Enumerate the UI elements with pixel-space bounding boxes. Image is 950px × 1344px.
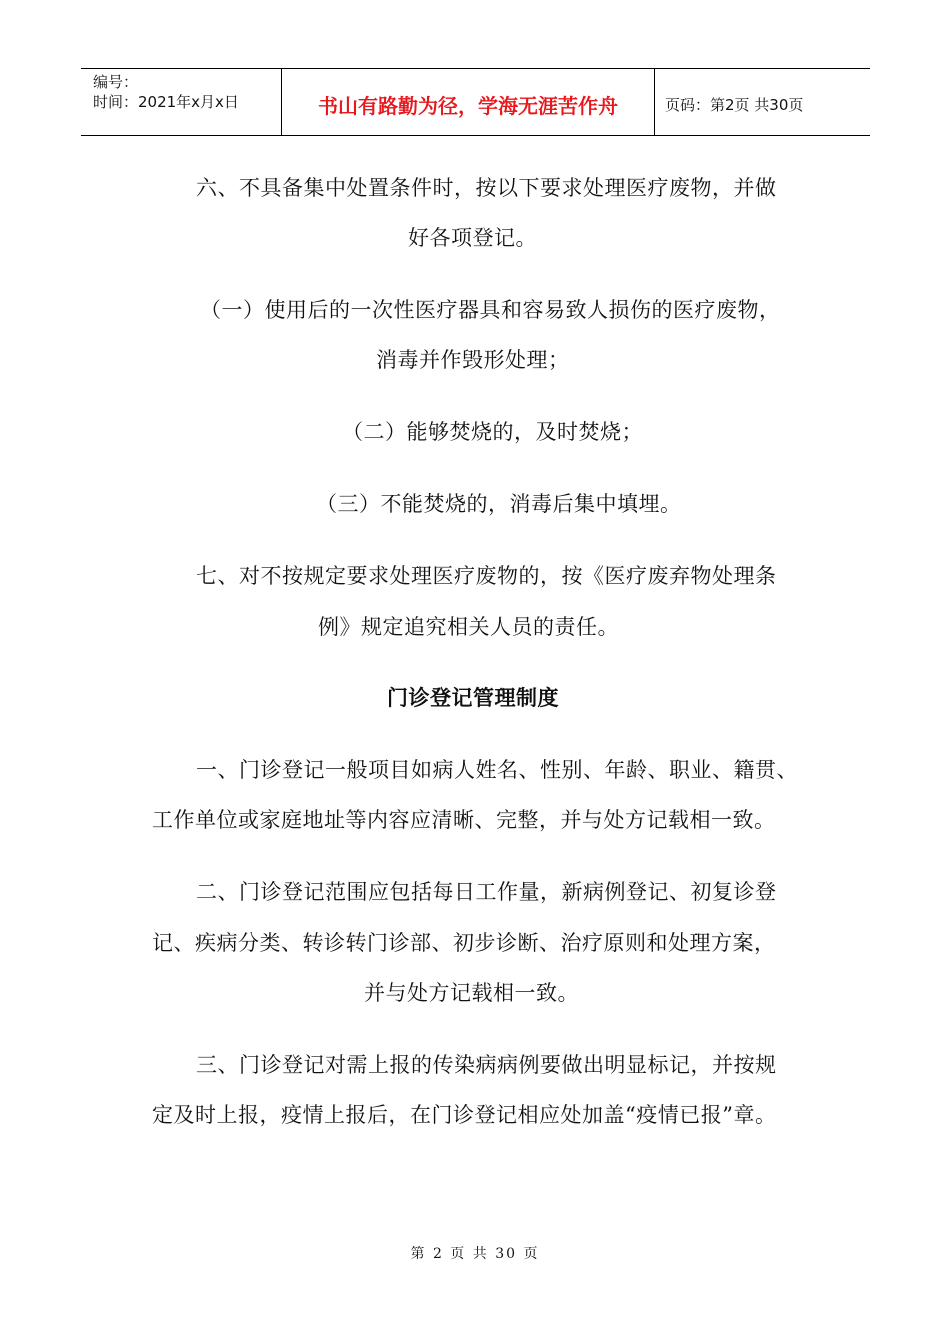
paragraph-line: 工作单位或家庭地址等内容应清晰、完整，并与处方记载相一致。 [152,808,776,832]
paragraph-line: （三）不能焚烧的，消毒后集中填埋。 [316,492,682,516]
paragraph-line: 记、疾病分类、转诊转门诊部、初步诊断、治疗原则和处理方案， [152,931,776,955]
paragraph-line: 定及时上报，疫情上报后，在门诊登记相应处加盖“疫情已报”章。 [152,1103,777,1127]
document-number-label: 编号： [93,73,139,91]
page-header [81,68,870,136]
paragraph-line: 消毒并作毁形处理； [376,348,570,372]
paragraph-line: 好各项登记。 [408,226,537,250]
paragraph-line: 二、门诊登记范围应包括每日工作量，新病例登记、初复诊登 [196,880,777,904]
header-meta [81,69,282,135]
paragraph-line: 三、门诊登记对需上报的传染病病例要做出明显标记，并按规 [196,1053,777,1077]
paragraph-line: 七、对不按规定要求处理医疗废物的，按《医疗废弃物处理条 [196,564,777,588]
section-title: 门诊登记管理制度 [387,685,559,710]
paragraph-line: （一）使用后的一次性医疗器具和容易致人损伤的医疗废物， [200,298,781,322]
paragraph-line: 例》规定追究相关人员的责任。 [318,615,619,639]
document-time-label: 时间：2021年x月x日 [93,93,239,111]
paragraph-line: 六、不具备集中处置条件时，按以下要求处理医疗废物，并做 [196,176,777,200]
paragraph-line: 一、门诊登记一般项目如病人姓名、性别、年龄、职业、籍贯、 [196,758,798,782]
paragraph-line: 并与处方记载相一致。 [364,981,579,1005]
header-motto: 书山有路勤为径，学海无涯苦作舟 [282,69,655,135]
header-page-number: 页码：第2页 共30页 [665,95,804,114]
page-footer: 第 2 页 共 30 页 [410,1246,540,1262]
paragraph-line: （二）能够焚烧的，及时焚烧； [342,420,643,444]
